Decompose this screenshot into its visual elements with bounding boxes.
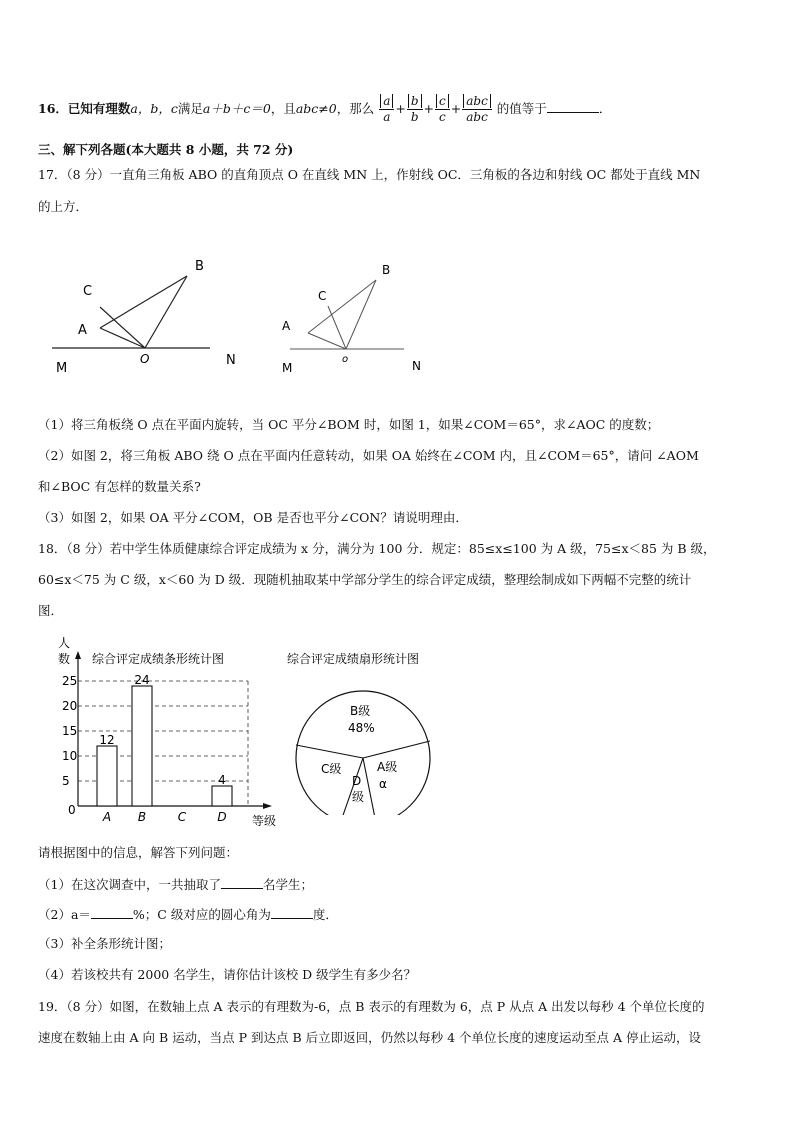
pie-slice-d-label-1: D	[352, 774, 362, 788]
question-19-line-2: 速度在数轴上由 A 向 B 运动，当点 P 到达点 B 后立即返回，仍然以每秒 4 个单位长度的速度运动至点 A 停止运动，设	[38, 1030, 701, 1045]
pie-chart-title: 综合评定成绩扇形统计图	[287, 652, 420, 666]
answer-blank	[221, 876, 263, 889]
bar-y-tick-label: 25	[62, 674, 78, 688]
question-17-part-1: （1）将三角板绕 O 点在平面内旋转，当 OC 平分∠BOM 时，如图 1，如果∠COM＝65°，求∠AOC 的度数；	[38, 417, 660, 432]
question-17-part-3: （3）如图 2，如果 OA 平分∠COM，OB 是否也平分∠CON？请说明理由．	[38, 510, 468, 525]
question-18-line-2: 60≤x＜75 为 C 级，x＜60 为 D 级．现随机抽取某中学部分学生的综合评定成绩，整理绘制成如下两幅不完整的统计	[38, 572, 692, 587]
fig2-label-a: A	[282, 319, 291, 333]
bar-category-label-c: C	[177, 810, 187, 824]
section-3-title: 三、解下列各题(本大题共 8 小题，共 72 分)	[38, 142, 294, 157]
answer-blank	[91, 906, 133, 919]
bar-chart-ylabel-2: 数	[58, 652, 71, 666]
question-17-line-1: 17．（8 分）一直角三角板 ABO 的直角顶点 O 在直线 MN 上，作射线 OC．三角板的各边和射线 OC 都处于直线 MN	[38, 167, 701, 182]
pie-slice-d-label-2: 级	[352, 790, 365, 804]
answer-blank	[271, 906, 313, 919]
bar-data-label-a: 12	[99, 733, 115, 747]
figure-1-and-2	[40, 250, 440, 380]
fig1-label-n: N	[226, 353, 236, 368]
answer-blank	[547, 100, 599, 113]
question-18-line-1: 18．（8 分）若中学生体质健康综合评定成绩为 x 分，满分为 100 分．规定：85≤x≤100 为 A 级，75≤x＜85 为 B 级，	[38, 541, 716, 556]
fig2-label-m: M	[282, 361, 293, 375]
fig2-label-b: B	[382, 263, 391, 277]
fig1-label-a: A	[78, 323, 87, 338]
pie-slice-c-label: C级	[321, 762, 342, 776]
pie-slice-a-value: α	[379, 777, 387, 791]
bar-y-tick-label: 5	[62, 774, 70, 788]
fraction-b: $\frac{b}{b}$	[407, 94, 423, 125]
fig2-label-o: o	[342, 354, 349, 365]
bar-y-tick-label: 0	[68, 803, 76, 817]
fig2-label-n: N	[412, 359, 421, 373]
bar-y-tick-label: 20	[62, 699, 78, 713]
question-18-sub-4: （4）若该校共有 2000 名学生，请你估计该校 D 级学生有多少名？	[38, 967, 417, 982]
bar-y-tick-label: 15	[62, 724, 78, 738]
question-18-ask: 请根据图中的信息，解答下列问题：	[38, 845, 239, 860]
bar-d	[212, 786, 232, 806]
fraction-abc: $\frac{\text{abc}}{\text{abc}}$	[462, 94, 492, 125]
bar-chart-y-ticks	[62, 674, 77, 817]
question-18-sub-1: （1）在这次调查中，一共抽取了 名学生；	[38, 877, 313, 892]
pie-slice-b-value: 48%	[348, 721, 375, 735]
fig2-label-c: C	[318, 289, 327, 303]
bar-category-label-d: D	[217, 810, 227, 824]
fraction-a: $\frac{a}{a}$	[379, 94, 394, 125]
fig1-label-b: B	[195, 259, 204, 274]
question-18-line-3: 图．	[38, 603, 64, 618]
bar-chart-title: 综合评定成绩条形统计图	[92, 652, 225, 666]
question-17-part-2a: （2）如图 2，将三角板 ABO 绕 O 点在平面内任意转动，如果 OA 始终在∠COM 内，且∠COM＝65°，请问 ∠AOM	[38, 448, 699, 463]
fig1-label-c: C	[83, 284, 93, 299]
pie-slice-a-label: A级	[377, 760, 398, 774]
bar-chart-xlabel: 等级	[252, 814, 277, 828]
question-18-sub-3: （3）补全条形统计图；	[38, 936, 171, 951]
bar-b	[132, 686, 152, 806]
question-17-line-2: 的上方．	[38, 199, 89, 214]
bar-chart	[50, 635, 290, 830]
question-19-line-1: 19．（8 分）如图，在数轴上点 A 表示的有理数为-6，点 B 表示的有理数为 6，点 P 从点 A 出发以每秒 4 个单位长度的	[38, 999, 705, 1014]
bar-category-label-b: B	[137, 810, 147, 824]
question-17-part-2b: 和∠BOC 有怎样的数量关系?	[38, 479, 201, 494]
fig1-label-o: O	[140, 352, 150, 366]
fig1-label-m: M	[56, 361, 68, 376]
bar-a	[97, 746, 117, 806]
question-16: 16．已知有理数a，b，c满足a＋b＋c＝0，且abc≠0，那么 $\frac{a}{a}$ + $\frac{b}{b}$ + $\frac{c}{c}$ + $\frac{\text{abc}}{\text{abc}}$ 的值等于 ．	[38, 94, 612, 124]
pie-slice-b-label: B级	[350, 704, 371, 718]
fraction-c: $\frac{c}{c}$	[435, 94, 450, 125]
pie-chart	[285, 645, 455, 815]
figure-1	[52, 259, 236, 376]
bar-chart-ylabel-1: 人	[58, 636, 71, 650]
question-18-sub-2: （2）a＝ %；C 级对应的圆心角为 度．	[38, 907, 338, 922]
bar-data-label-d: 4	[218, 773, 226, 787]
bar-y-tick-label: 10	[62, 749, 78, 763]
bar-data-label-b: 24	[134, 673, 150, 687]
bar-category-label-a: A	[102, 810, 112, 824]
bar-chart-bars	[97, 673, 232, 824]
figure-2	[282, 263, 421, 375]
